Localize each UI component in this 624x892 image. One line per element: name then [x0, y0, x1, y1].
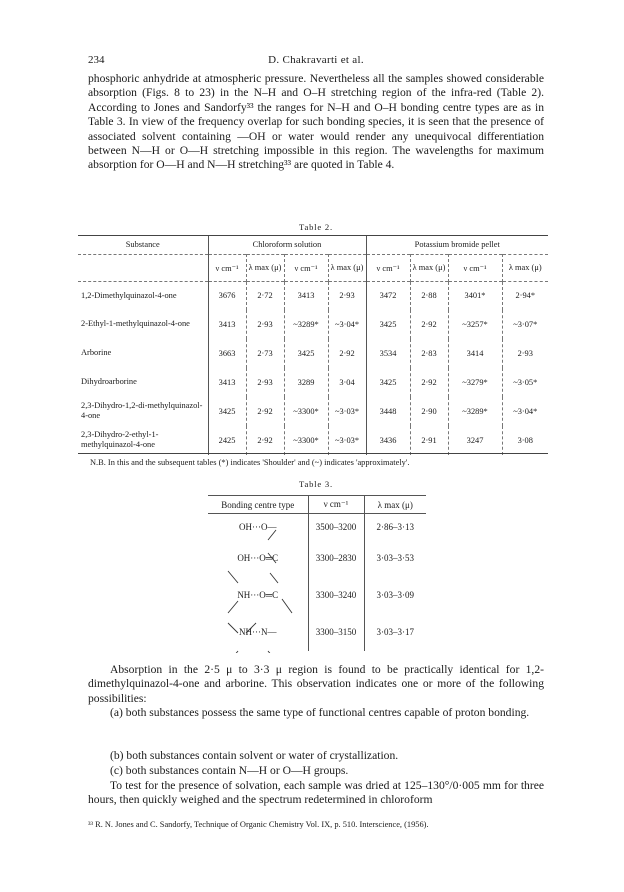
- cell-value: ~3·04*: [328, 310, 366, 339]
- cell-value: 3425: [366, 310, 410, 339]
- cell-value: 3413: [208, 368, 246, 397]
- cell-value: ~3300*: [284, 397, 328, 426]
- cell-value: ~3·03*: [328, 397, 366, 426]
- cell-value: 2·90: [410, 397, 448, 426]
- cell-value: 3413: [208, 310, 246, 339]
- running-title: D. Chakravarti et al.: [268, 54, 364, 66]
- paragraph-possibility-c: (c) both substances contain N—H or O—H groups.: [110, 764, 349, 777]
- bond-line: [270, 573, 278, 583]
- cell-value: 2·92: [246, 426, 284, 455]
- cell-type: NH···O═C: [237, 590, 279, 600]
- bond-line: [228, 623, 238, 633]
- header-blank: [78, 254, 208, 281]
- cell-value: 3436: [366, 426, 410, 455]
- cell-value: ~3257*: [448, 310, 502, 339]
- cell-value: 3401*: [448, 281, 502, 310]
- bond-line: [228, 571, 238, 583]
- cell-value: 2·83: [410, 339, 448, 368]
- bond-line: [268, 530, 276, 540]
- cell-value: 3676: [208, 281, 246, 310]
- table-row: [78, 426, 548, 455]
- cell-value: 2425: [208, 426, 246, 455]
- cell-value: ~3289*: [448, 397, 502, 426]
- cell-value: ~3·05*: [502, 368, 548, 397]
- cell-value: 3247: [448, 426, 502, 455]
- bond-line: [228, 601, 238, 613]
- bond-line: [268, 651, 278, 653]
- bond-structure-lines: [208, 513, 308, 653]
- paragraph-absorption: Absorption in the 2·5 μ to 3·3 μ region is found to be practically identical for 1,2-dimethylquinazol-4-one and arborine. This observation indicates one or more of the following possibilities:: [88, 663, 544, 705]
- table-2-bottom-rule: [78, 453, 548, 454]
- cell-lambda: 3·03–3·53: [364, 540, 426, 577]
- header-nu: ν cm⁻¹: [208, 254, 246, 281]
- cell-value: 2·93: [246, 368, 284, 397]
- cell-value: 3425: [284, 339, 328, 368]
- cell-substance: Dihydroarborine: [81, 377, 137, 386]
- cell-nu: 3300–3150: [308, 614, 364, 651]
- cell-value: ~3300*: [284, 426, 328, 455]
- table-note: N.B. In this and the subsequent tables (*) indicates 'Shoulder' and (~) indicates 'approximately'.: [90, 458, 410, 467]
- header-kbr: Potassium bromide pellet: [366, 236, 548, 254]
- cell-value: 3534: [366, 339, 410, 368]
- cell-value: 2·73: [246, 339, 284, 368]
- cell-type: OH···O—: [239, 521, 277, 532]
- table-row: [78, 281, 548, 310]
- cell-value: 2·88: [410, 281, 448, 310]
- bond-line: [228, 651, 238, 653]
- paragraph-intro: phosphoric anhydride at atmospheric pressure. Nevertheless all the samples showed considerable absorption (Figs. 8 to 23) in the N–H and O–H stretching region of the infra-red (Table 2). According to Jones and Sandorfy³³ the ranges for N–H and O–H bonding centre types are as in Table 3. In view of the frequency overlap for such bonding species, it is seen that the presence of associated solvent containing —OH or water would render any unequivocal differentiation between N—H or O—H stretching impossible in this region. The wavelengths for maximum absorption for O—H and N—H stretching³³ are quoted in Table 4.: [88, 72, 544, 172]
- cell-value: ~3289*: [284, 310, 328, 339]
- cell-value: 2·72: [246, 281, 284, 310]
- cell-value: 2·92: [410, 368, 448, 397]
- header-lambda: λ max (μ): [410, 254, 448, 281]
- cell-lambda: 3·03–3·09: [364, 577, 426, 614]
- cell-value: 2·93: [328, 281, 366, 310]
- cell-value: 3472: [366, 281, 410, 310]
- cell-substance: 1,2-Dimethylquinazol-4-one: [81, 290, 177, 300]
- header-nu: ν cm⁻¹: [366, 254, 410, 281]
- header-lambda: λ max (μ): [502, 254, 548, 281]
- footnote: ³³ R. N. Jones and C. Sandorfy, Technique of Organic Chemistry Vol. IX, p. 510. Interscience, (1956).: [88, 820, 429, 829]
- cell-substance: 2,3-Dihydro-1,2-di-methylquinazol-4-one: [81, 401, 203, 420]
- header-lambda: λ max (μ): [246, 254, 284, 281]
- table-row: [78, 339, 548, 368]
- cell-value: 3414: [448, 339, 502, 368]
- table-2-caption: Table 2.: [299, 222, 333, 232]
- cell-lambda: 2·86–3·13: [364, 514, 426, 540]
- cell-value: 3425: [366, 368, 410, 397]
- header-lambda: λ max (μ): [328, 254, 366, 281]
- table-3-caption: Table 3.: [299, 479, 333, 489]
- cell-type: OH···O═C: [237, 553, 279, 563]
- cell-type: NH···N—: [239, 627, 277, 637]
- table-2: [78, 236, 548, 455]
- cell-lambda: 3·03–3·17: [364, 614, 426, 651]
- cell-value: 3289: [284, 368, 328, 397]
- table-row: [78, 310, 548, 339]
- cell-value: 2·93: [246, 310, 284, 339]
- bond-line: [246, 623, 256, 633]
- cell-value: 3448: [366, 397, 410, 426]
- header-bonding-type: Bonding centre type: [221, 499, 295, 510]
- header-nu: ν cm⁻¹: [448, 254, 502, 281]
- cell-value: ~3279*: [448, 368, 502, 397]
- paragraph-possibility-b: (b) both substances contain solvent or water of crystallization.: [110, 749, 399, 762]
- cell-value: 3·04: [328, 368, 366, 397]
- cell-value: 3425: [208, 397, 246, 426]
- cell-value: 2·92: [328, 339, 366, 368]
- header-nu: ν cm⁻¹: [284, 254, 328, 281]
- header-nu: ν cm⁻¹: [308, 496, 364, 514]
- header-substance: Substance: [125, 240, 160, 250]
- cell-value: 2·91: [410, 426, 448, 455]
- cell-value: ~3·07*: [502, 310, 548, 339]
- cell-value: 2·94*: [502, 281, 548, 310]
- cell-value: 2·93: [502, 339, 548, 368]
- cell-value: 3·08: [502, 426, 548, 455]
- header-lambda: λ max (μ): [364, 496, 426, 514]
- paragraph-possibility-a: (a) both substances possess the same type of functional centres capable of proton bonding.: [110, 706, 530, 719]
- cell-value: ~3·04*: [502, 397, 548, 426]
- bond-line: [282, 599, 292, 613]
- header-chloroform: Chloroform solution: [208, 236, 366, 254]
- table-row: [78, 368, 548, 397]
- cell-substance: Arborine: [81, 348, 112, 357]
- table-row: [78, 397, 548, 426]
- cell-value: ~3·03*: [328, 426, 366, 455]
- page-number: 234: [88, 54, 105, 66]
- cell-nu: 3300–3240: [308, 577, 364, 614]
- cell-substance: 2-Ethyl-1-methylquinazol-4-one: [81, 319, 190, 328]
- bond-line: [268, 553, 276, 563]
- cell-value: 2·92: [410, 310, 448, 339]
- cell-substance: 2,3-Dihydro-2-ethyl-1-methylquinazol-4-one: [81, 430, 159, 449]
- cell-value: 3413: [284, 281, 328, 310]
- cell-value: 3663: [208, 339, 246, 368]
- paragraph-solvation: To test for the presence of solvation, each sample was dried at 125–130°/0·005 mm for three hours, then quickly weighed and the spectrum redetermined in chloroform: [88, 779, 544, 807]
- cell-nu: 3300–2830: [308, 540, 364, 577]
- cell-value: 2·92: [246, 397, 284, 426]
- cell-nu: 3500–3200: [308, 514, 364, 540]
